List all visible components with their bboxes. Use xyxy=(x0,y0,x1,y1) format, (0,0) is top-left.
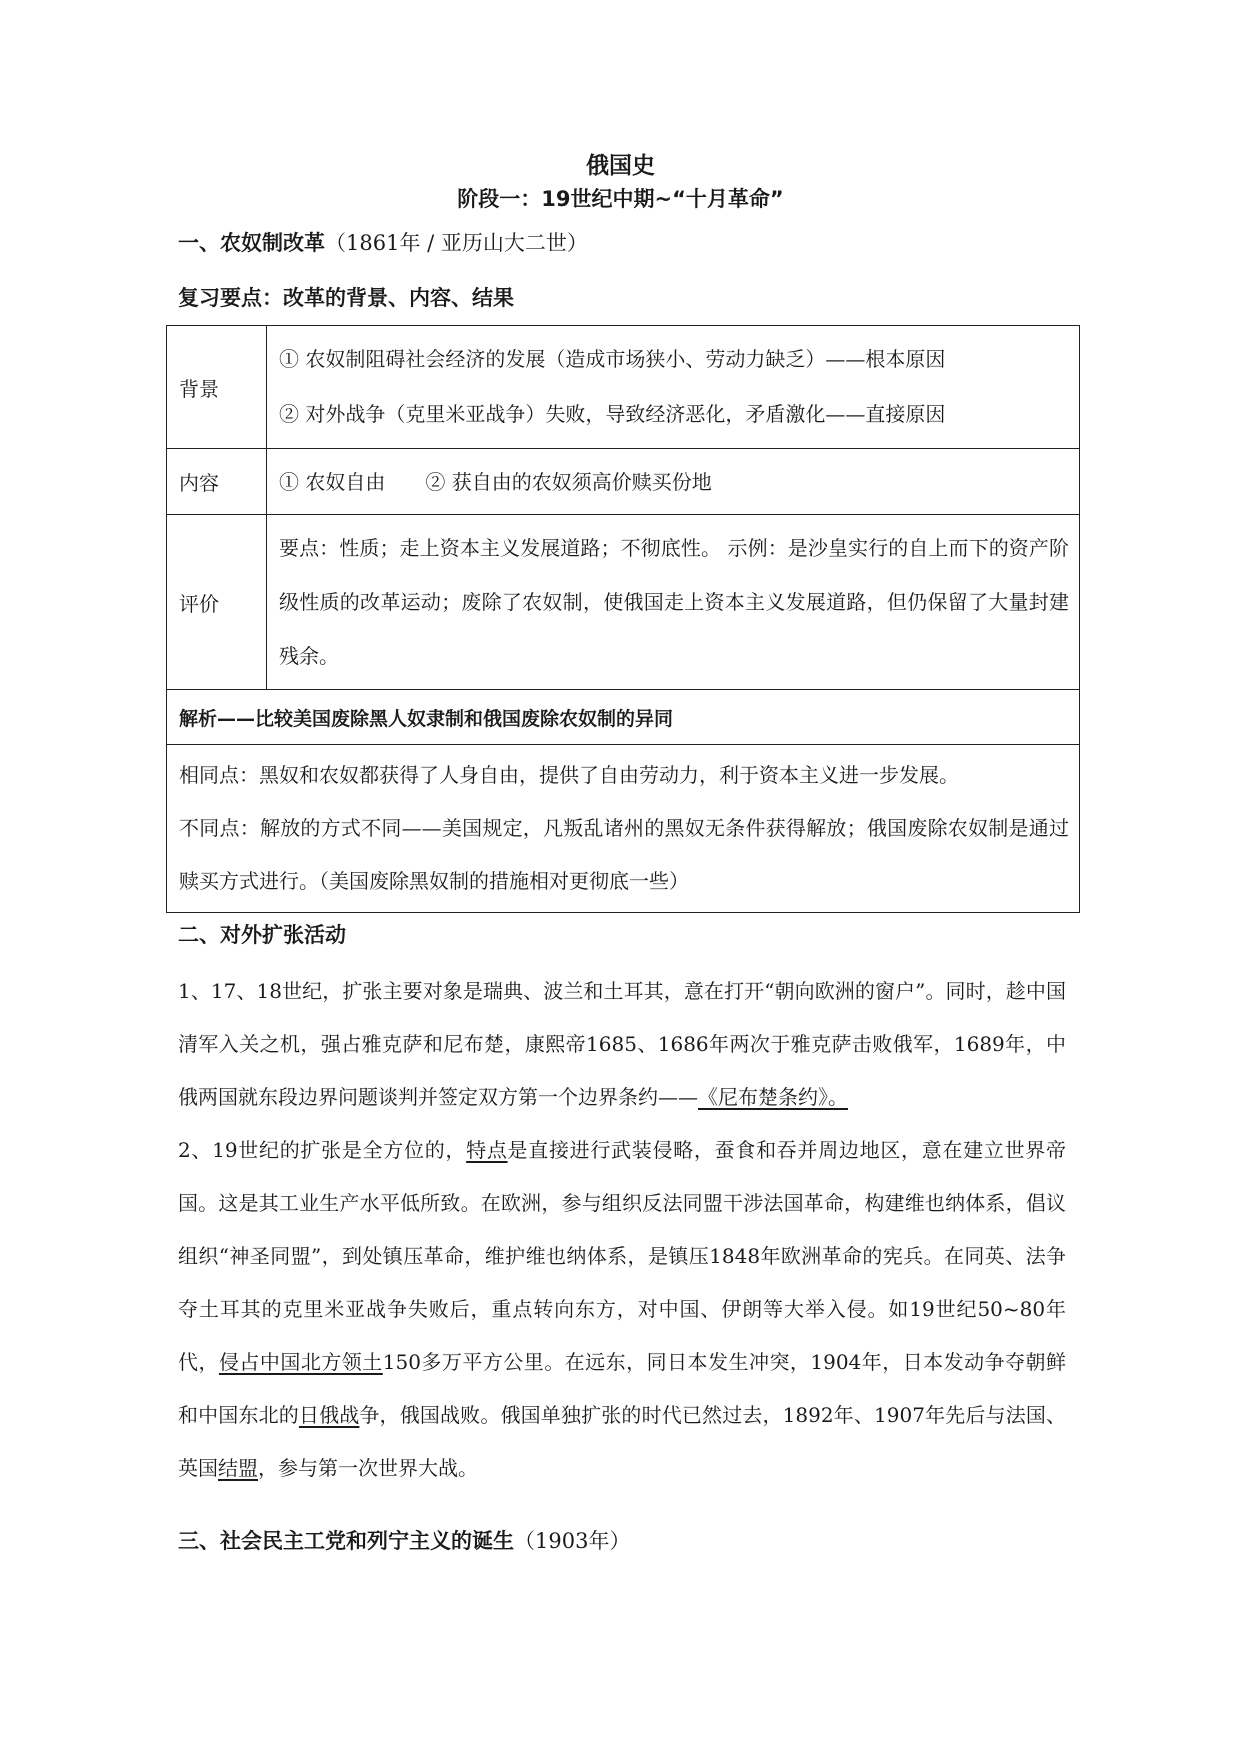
analysis-heading: 解析——比较美国废除黑人奴隶制和俄国废除农奴制的异同 xyxy=(167,690,1080,745)
table-row-analysis-heading xyxy=(167,690,1080,745)
content-item-2: ② 获自由的农奴须高价赎买份地 xyxy=(425,469,712,494)
document-subtitle: 阶段一：19世纪中期~“十月革命” xyxy=(457,187,784,211)
p2-underlined-war: 日俄战 xyxy=(298,1403,360,1427)
analysis-cell xyxy=(167,745,1080,913)
p2-text-e: ，参与第一次世界大战。 xyxy=(258,1456,478,1480)
row-label-background: 背景 xyxy=(167,326,267,449)
content-cell xyxy=(267,449,1080,515)
p2-text-a: 2、19世纪的扩张是全方位的， xyxy=(178,1138,467,1162)
p1-underlined-treaty: 《尼布楚条约》。 xyxy=(698,1085,848,1109)
p2-underlined-territory: 侵占中国北方领土 xyxy=(218,1350,383,1374)
section2-heading-text: 二、对外扩张活动 xyxy=(178,923,346,947)
p2-text-b: 是直接进行武装侵略，蚕食和吞并周边地区，意在建立世界帝国。这是其工业生产水平低所致。在欧洲，参与组织反法同盟干涉法国革命，构建维也纳体系，倡议组织“神圣同盟”，到处镇压革命，维护维也纳体系，是镇压1848年欧洲革命的宪兵。在同英、法争夺土耳其的克里米亚战争失败后，重点转向东方，对中国、伊朗等大举入侵。如19世纪50~80年代， xyxy=(178,1138,1067,1374)
table-row-content xyxy=(167,449,1080,515)
p2-text-c: 150多万平方公里。在远东，同日本发生冲突，1904年，日本发动争夺朝鲜和中国东北的 xyxy=(178,1350,1067,1427)
review-points: 复习要点：改革的背景、内容、结果 xyxy=(178,286,514,310)
document-title: 俄国史 xyxy=(586,153,655,179)
p2-text-d: 争，俄国战败。俄国单独扩张的时代已然过去，1892年、1907年先后与法国、英国 xyxy=(178,1403,1067,1480)
row-label-content: 内容 xyxy=(167,449,267,515)
evaluation-text: 要点：性质；走上资本主义发展道路；不彻底性。 示例：是沙皇实行的自上而下的资产阶级性质的改革运动；废除了农奴制，使俄国走上资本主义发展道路，但仍保留了大量封建残余。 xyxy=(267,515,1080,690)
section2-paragraph-2 xyxy=(178,1124,1066,1495)
section2-paragraph-1 xyxy=(178,965,1066,1124)
table-row-evaluation xyxy=(167,515,1080,690)
analysis-same: 相同点：黑奴和农奴都获得了人身自由，提供了自由劳动力，利于资本主义进一步发展。 xyxy=(179,763,959,787)
content-item-1: ① 农奴自由 xyxy=(279,469,386,494)
background-line-2: ② 对外战争（克里米亚战争）失败，导致经济恶化，矛盾激化——直接原因 xyxy=(279,402,946,426)
analysis-diff: 不同点：解放的方式不同——美国规定，凡叛乱诸州的黑奴无条件获得解放；俄国废除农奴制是通过赎买方式进行。（美国废除黑奴制的措施相对更彻底一些） xyxy=(179,816,1069,893)
section1-heading xyxy=(178,228,588,258)
section3-heading-note: （1903年） xyxy=(514,1529,631,1553)
section2-heading xyxy=(178,920,346,950)
section3-heading xyxy=(178,1526,630,1556)
p2-underlined-feature: 特点 xyxy=(466,1138,508,1162)
section1-heading-note: （1861年 / 亚历山大二世） xyxy=(325,231,588,255)
background-cell xyxy=(267,326,1080,449)
table-row-analysis xyxy=(167,745,1080,913)
background-line-1: ① 农奴制阻碍社会经济的发展（造成市场狭小、劳动力缺乏）——根本原因 xyxy=(279,347,946,371)
table-row-background xyxy=(167,326,1080,449)
row-label-evaluation: 评价 xyxy=(167,515,267,690)
p2-underlined-alliance: 结盟 xyxy=(218,1456,258,1480)
section1-heading-text: 一、农奴制改革 xyxy=(178,231,325,255)
p1-text: 1、17、18世纪，扩张主要对象是瑞典、波兰和土耳其，意在打开“朝向欧洲的窗户”。同时，趁中国清军入关之机，强占雅克萨和尼布楚，康熙帝1685、1686年两次于雅克萨击败俄军，1689年，中俄两国就东段边界问题谈判并签定双方第一个边界条约—— xyxy=(178,979,1066,1109)
section3-heading-text: 三、社会民主工党和列宁主义的诞生 xyxy=(178,1529,514,1553)
reform-table xyxy=(166,325,1080,913)
